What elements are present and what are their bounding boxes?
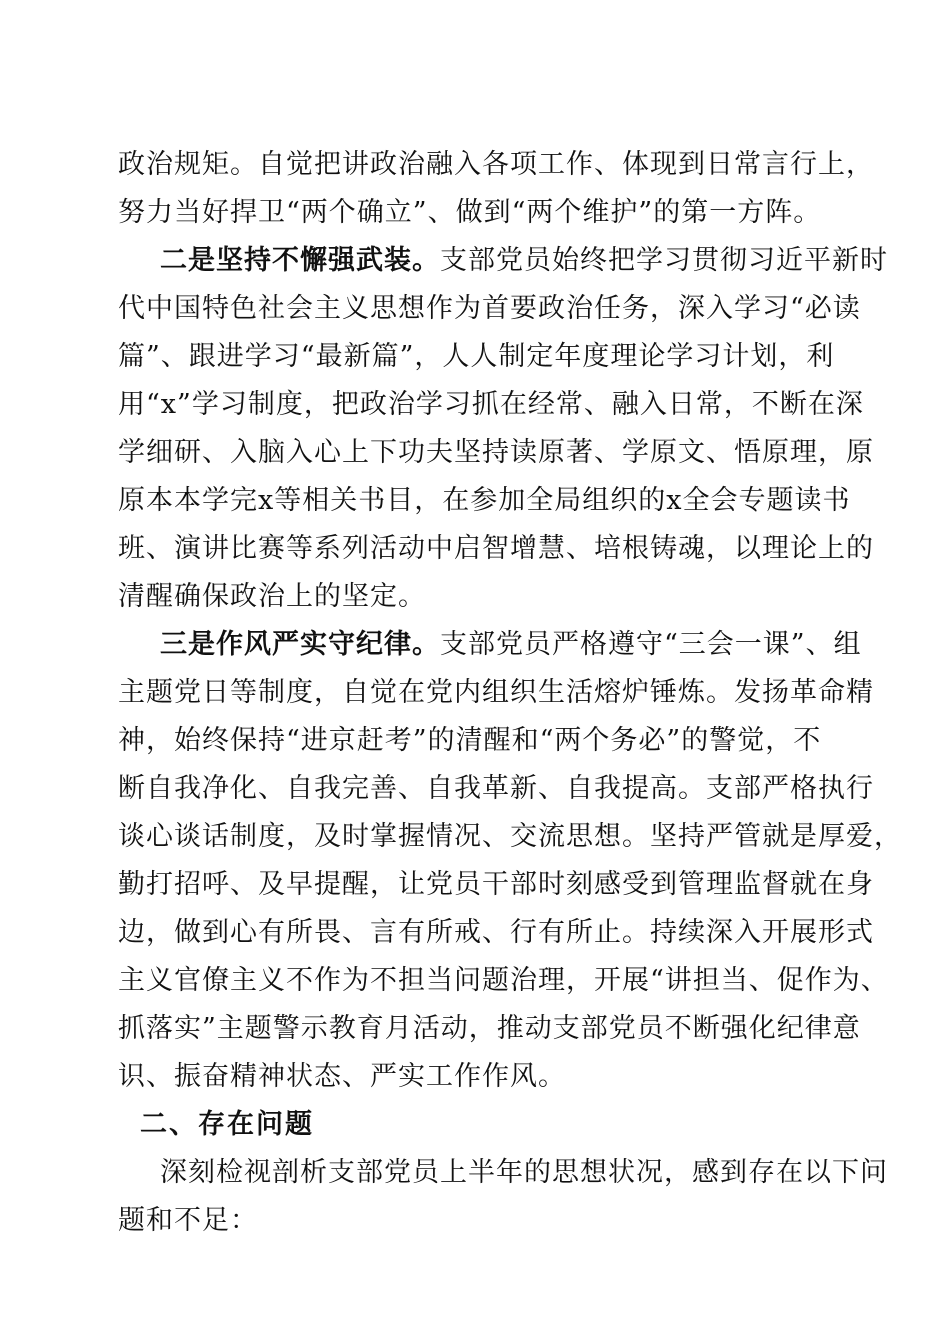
text-line: 代中国特色社会主义思想作为首要政治任务，深入学习“必读 [118,293,861,324]
text-line: 努力当好捍卫“两个确立”、做到“两个维护”的第一方阵。 [118,197,822,228]
text-line: 主义官僚主义不作为不担当问题治理，开展“讲担当、促作为、 [118,965,889,996]
document-body [118,141,902,1245]
item-first-line [118,237,888,285]
text-line: 用“x”学习制度，把政治学习抓在经常、融入日常，不断在深 [118,389,864,420]
text-line: 题和不足： [118,1205,258,1236]
text-line: 识、振奋精神状态、严实工作作风。 [118,1061,566,1092]
text-line: 边，做到心有所畏、言有所戒、行有所止。持续深入开展形式 [118,917,874,948]
text-line: 断自我净化、自我完善、自我革新、自我提高。支部严格执行 [118,773,874,804]
text-line: 抓落实”主题警示教育月活动，推动支部党员不断强化纪律意 [118,1013,861,1044]
item-lead-heading: 二是坚持不懈强武装。 [160,245,440,276]
paragraph-first-line: 深刻检视剖析支部党员上半年的思想状况，感到存在以下问 [160,1157,888,1188]
item-first-text: 支部党员严格遵守“三会一课”、组 [440,629,862,660]
text-line: 清醒确保政治上的坚定。 [118,581,426,612]
text-line: 篇”、跟进学习“最新篇”，人人制定年度理论学习计划，利 [118,341,835,372]
text-line: 勤打招呼、及早提醒，让党员干部时刻感受到管理监督就在身 [118,869,874,900]
text-line: 学细研、入脑入心上下功夫坚持读原著、学原文、悟原理，原 [118,437,874,468]
text-line: 政治规矩。自觉把讲政治融入各项工作、体现到日常言行上， [118,149,874,180]
section-heading: 二、存在问题 [140,1109,314,1140]
text-line: 主题党日等制度，自觉在党内组织生活熔炉锤炼。发扬革命精 [118,677,874,708]
text-line: 神，始终保持“进京赶考”的清醒和“两个务必”的警觉，不 [118,725,822,756]
text-line: 原本本学完x等相关书目，在参加全局组织的x全会专题读书 [118,485,851,516]
item-lead-heading: 三是作风严实守纪律。 [160,629,440,660]
item-first-line [118,621,862,669]
text-line: 班、演讲比赛等系列活动中启智增慧、培根铸魂，以理论上的 [118,533,874,564]
item-first-text: 支部党员始终把学习贯彻习近平新时 [440,245,888,276]
text-line: 谈心谈话制度，及时掌握情况、交流思想。坚持严管就是厚爱， [118,821,902,852]
